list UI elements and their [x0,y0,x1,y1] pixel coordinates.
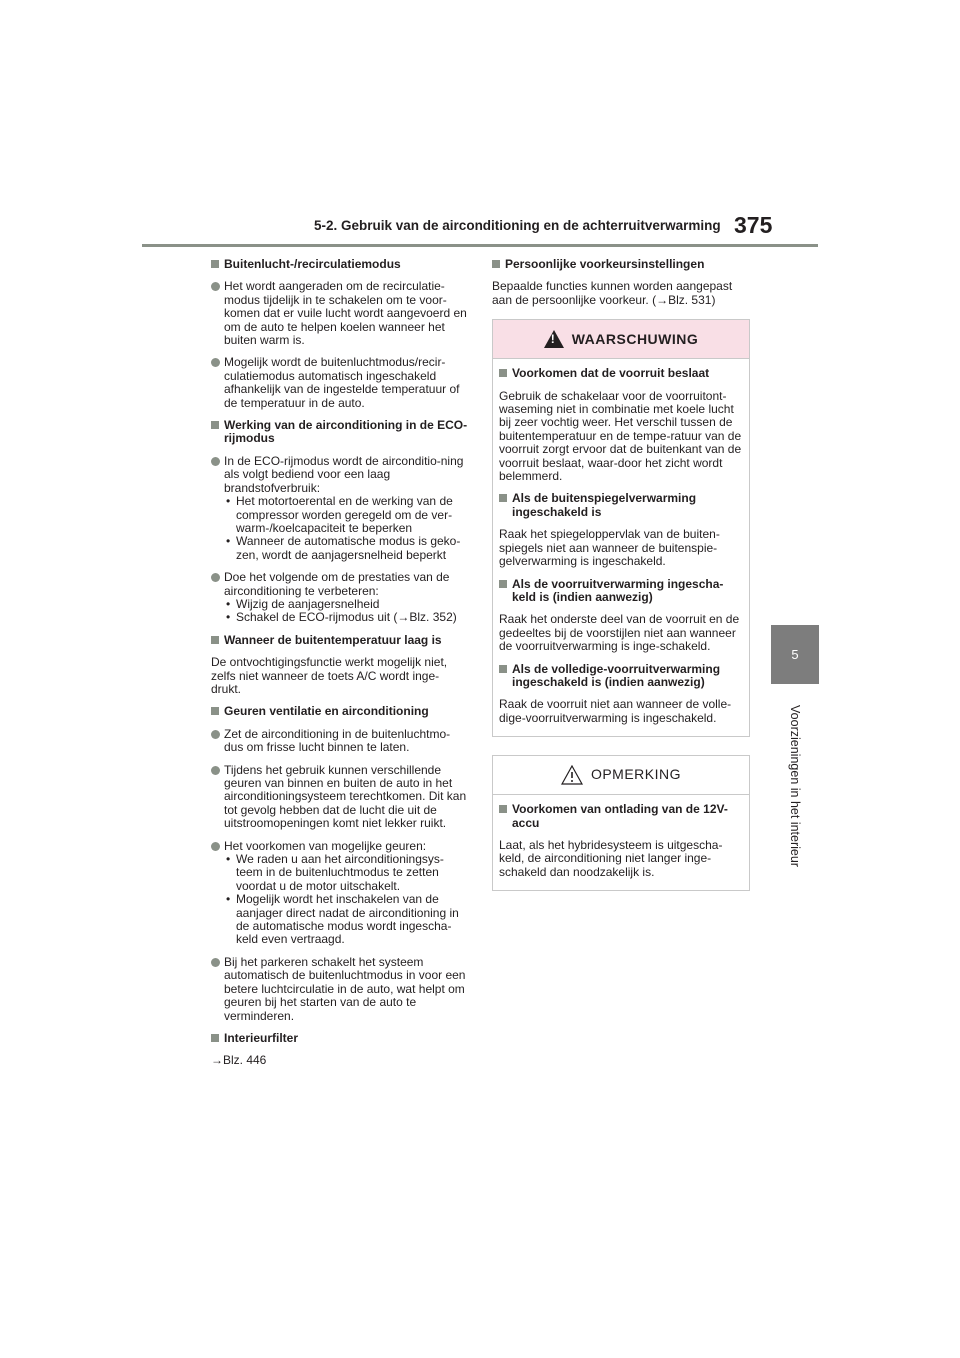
sub-item: • Wanneer de automatische modus is geko-zen, wordt de aanjagersnelheid beperkt [224,535,469,562]
caution-triangle-icon [561,765,583,785]
heading-personal-settings: Persoonlijke voorkeursinstellingen [492,258,750,271]
warning-box [492,319,750,737]
bullet [211,840,469,947]
bullet: Het wordt aangeraden om de recirculatie-modus tijdelijk in te schakelen om te voor-komen dat er vuile lucht wordt aangevoerd en om de auto te helpen koelen wanneer het buiten warm is. [211,280,469,347]
page-number: 375 [734,212,773,238]
paragraph: Bepaalde functies kunnen worden aangepast aan de persoonlijke voorkeur. (→Blz. 531) [492,279,733,307]
chapter-side-title [752,699,838,873]
warning-triangle-icon: ! [544,330,564,348]
chapter-title-text: Voorzieningen in het interieur [788,705,802,867]
warning-header [493,320,749,359]
warning-heading: Als de volledige-voorruitverwarming ingeschakeld is (indien aanwezig) [499,663,743,690]
warning-paragraph: Raak het spiegeloppervlak van de buiten-spiegels niet aan wanneer de buitenspie-gelverwarming is ingeschakeld. [499,527,720,569]
note-box [492,755,750,891]
bullet: Bij het parkeren schakelt het systeem automatisch de buitenluchtmodus in voor een betere luchtcirculatie in de auto, wat helpt om geuren bij het starten van de auto te verminderen. [211,956,469,1023]
bullet-text: Het voorkomen van mogelijke geuren: [224,838,427,853]
bullet-text: In de ECO-rijmodus wordt de airconditio-ning als volgt bediend voor een laag brandstofverbruik: [224,453,464,495]
chapter-tab: 5 [771,625,819,684]
section-title: 5-2. Gebruik van de airconditioning en de achterruitverwarming [314,218,721,233]
warning-paragraph: Raak het onderste deel van de voorruit en de gedeeltes bij de voorstijlen niet aan wanneer de voorruitverwarming is inge-schakeld. [499,612,740,654]
warning-heading: Voorkomen dat de voorruit beslaat [499,367,743,380]
sub-item: • Schakel de ECO-rijmodus uit (→Blz. 352) [224,611,469,624]
page-reference: →Blz. 446 [211,1053,267,1068]
left-column [211,258,469,1077]
bullet: Zet de airconditioning in de buitenluchtmo-dus om frisse lucht binnen te laten. [211,728,469,755]
header-rule [142,244,818,247]
sub-item: • Mogelijk wordt het inschakelen van de aanjager direct nadat de airconditioning in de automatische modus wordt ingescha-keld even vertraagd. [224,893,469,947]
warning-body [493,359,749,736]
bullet: Tijdens het gebruik kunnen verschillende geuren van binnen en buiten de auto in het airconditioningsysteem terechtkomen. Dit kan tot gevolg hebben dat de lucht die uit de uitstroomopeningen komt niet lekker ruikt. [211,764,469,831]
bullet [211,455,469,562]
note-heading: Voorkomen van ontlading van de 12V-accu [499,803,743,830]
paragraph: De ontvochtigingsfunctie werkt mogelijk niet, zelfs niet wanneer de toets A/C wordt inge-drukt. [211,655,448,696]
warning-heading: Als de buitenspiegelverwarming ingeschakeld is [499,492,743,519]
note-body [493,795,749,890]
heading-recirculation: Buitenlucht-/recirculatiemodus [211,258,469,271]
warning-paragraph: Gebruik de schakelaar voor de voorruitont-waseming niet in combinatie met koele lucht bij zeer vochtig weer. Het verschil tussen de buitentemperatuur en de tempe-ratuur van de voorruit zorgt ervoor dat de buitenkant van de voorruit beslaat, waar-door het zicht wordt belemmerd. [499,388,742,484]
warning-title: WAARSCHUWING [571,330,699,347]
right-column [492,258,750,891]
warning-paragraph: Raak de voorruit niet aan wanneer de volle-dige-voorruitverwarming is ingeschakeld. [499,697,732,725]
note-header [493,756,749,795]
bullet-text: Doe het volgende om de prestaties van de airconditioning te verbeteren: [224,570,450,598]
heading-interior-filter: Interieurfilter [211,1032,469,1045]
heading-eco-mode: Werking van de airconditioning in de ECO-rijmodus [211,419,469,446]
sub-item: • Wijzig de aanjagersnelheid [224,598,469,611]
bullet: Mogelijk wordt de buitenluchtmodus/recir-culatiemodus automatisch ingeschakeld afhankelijk van de ingestelde temperatuur of de temperatuur in de auto. [211,356,469,410]
sub-item: • We raden u aan het airconditioningsys-teem in de buitenluchtmodus te zetten voordat u de motor uitschakelt. [224,853,469,893]
note-paragraph: Laat, als het hybridesysteem is uitgescha-keld, de airconditioning niet langer inge-schakeld dan noodzakelijk is. [499,837,723,879]
heading-low-temperature: Wanneer de buitentemperatuur laag is [211,634,469,647]
warning-heading: Als de voorruitverwarming ingescha-keld is (indien aanwezig) [499,578,743,605]
bullet [211,571,469,625]
note-title: OPMERKING [590,766,682,783]
sub-item: • Het motortoerental en de werking van de compressor worden geregeld om de ver-warm-/koelcapaciteit te beperken [224,495,469,535]
heading-odors: Geuren ventilatie en airconditioning [211,705,469,718]
